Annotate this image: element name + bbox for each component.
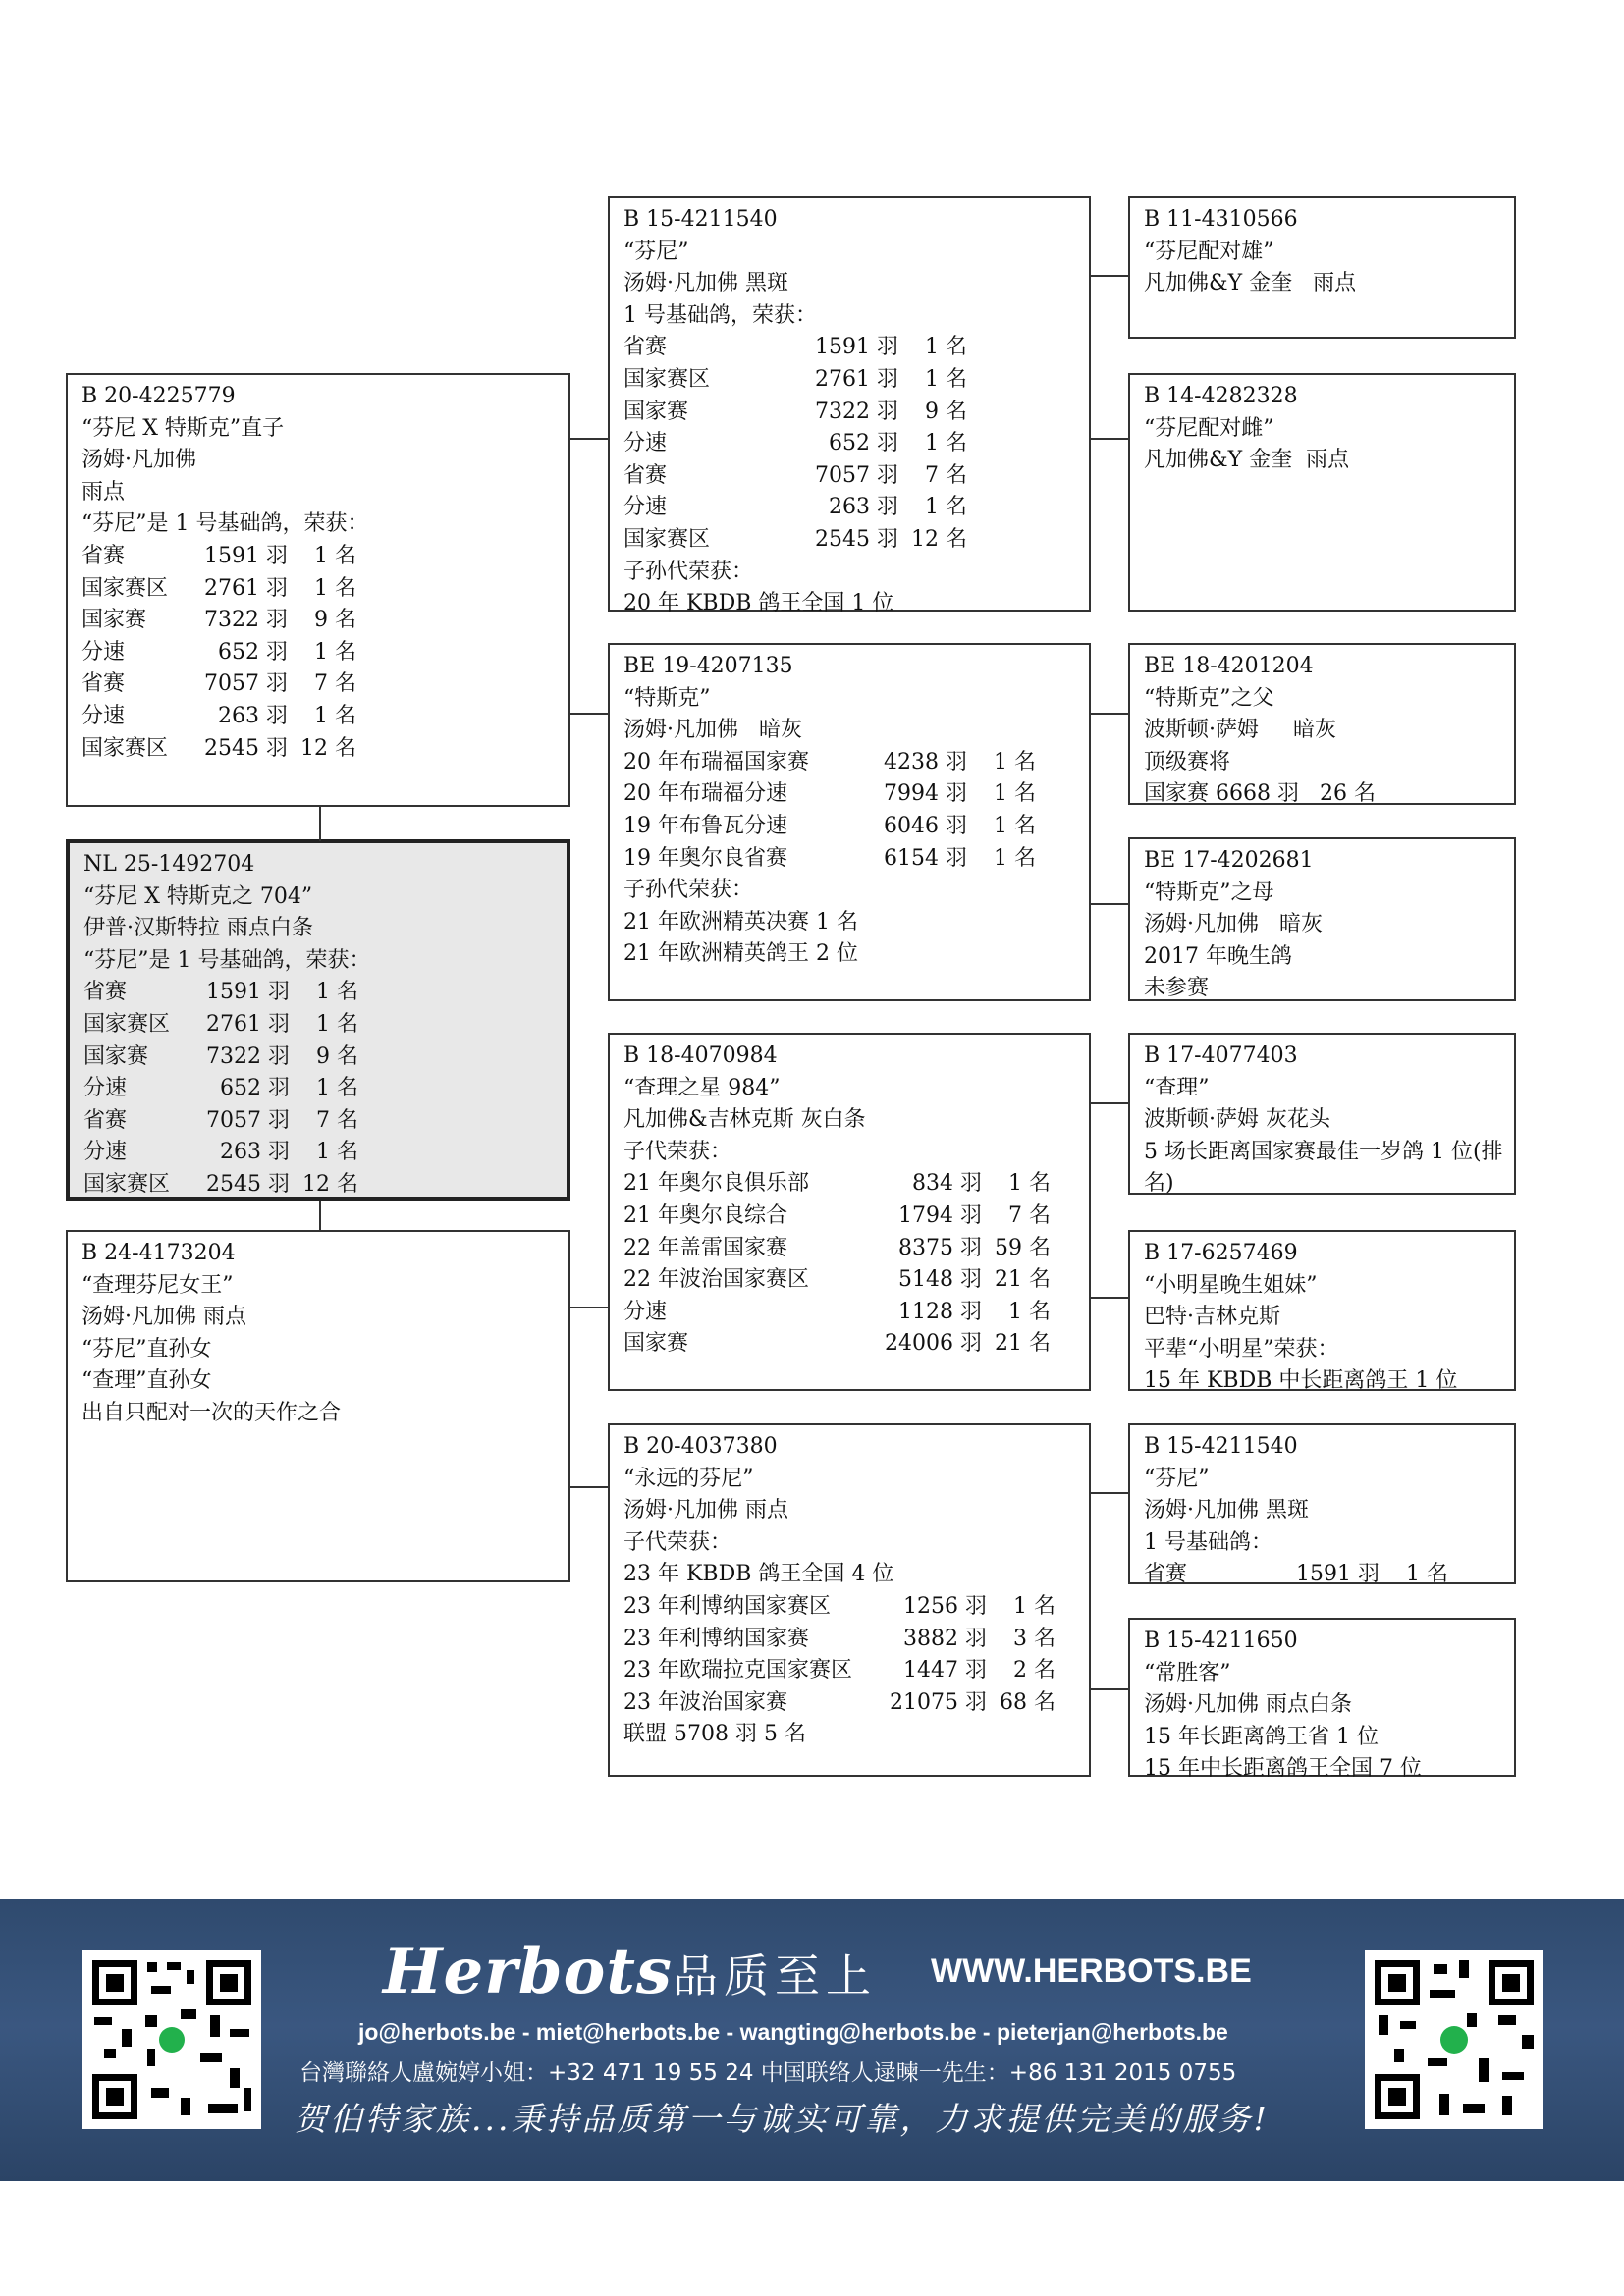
race-name: 国家赛区	[623, 526, 711, 552]
participants: 2761 羽	[204, 575, 288, 601]
race-name: 分速	[83, 1140, 128, 1165]
result-row	[81, 637, 555, 669]
dam-dam-sire-box	[1128, 1423, 1516, 1587]
placing: 1 名	[1008, 1299, 1051, 1324]
race-name: 19 年布鲁瓦分速	[623, 813, 787, 838]
info-line: 平辈“小明星”荣获：	[1144, 1336, 1339, 1362]
participants: 21075 羽	[890, 1689, 987, 1715]
placing: 7 名	[314, 671, 356, 697]
connector	[1091, 1297, 1128, 1299]
race-name: 省赛	[81, 543, 126, 568]
race-name: 22 年盖雷国家赛	[623, 1235, 787, 1260]
race-name: 省赛	[623, 335, 668, 360]
result-row	[83, 977, 553, 1009]
result-row	[623, 492, 1075, 524]
ring-number: B 17-6257469	[1144, 1241, 1298, 1265]
placing: 7 名	[1008, 1202, 1051, 1228]
dam-dam-box	[608, 1423, 1091, 1777]
placing: 1 名	[316, 1140, 358, 1165]
info-line: 顶级赛将	[1144, 749, 1231, 774]
ring-number: B 20-4225779	[81, 384, 236, 408]
race-name: 分速	[83, 1076, 128, 1101]
result-row	[623, 1591, 1075, 1624]
info-line: 2017 年晚生鸽	[1144, 943, 1292, 969]
result-row	[623, 1655, 1075, 1687]
result-row	[83, 1009, 553, 1041]
ring-number: B 15-4211540	[1144, 1434, 1298, 1459]
placing: 1 名	[314, 543, 356, 568]
placing: 21 名	[995, 1267, 1051, 1293]
placing: 1 名	[1406, 1562, 1448, 1587]
placing: 1 名	[925, 335, 967, 360]
info-line: 15 年 KBDB 中长距离鸽王 1 位	[1144, 1368, 1458, 1394]
info-line: 联盟 5708 羽 5 名	[623, 1722, 806, 1747]
participants: 7322 羽	[206, 1043, 290, 1069]
info-line: “芬尼”是 1 号基础鸽，荣获：	[83, 947, 371, 973]
race-name: 省赛	[83, 1107, 128, 1133]
race-name: 21 年奥尔良俱乐部	[623, 1171, 809, 1197]
info-line: 21 年欧洲精英鸽王 2 位	[623, 941, 858, 967]
info-line: 汤姆·凡加佛 雨点	[81, 1305, 246, 1330]
info-line: 5 场长距离国家赛最佳一岁鸽 1 位(排	[1144, 1139, 1503, 1164]
info-line: “芬尼”是 1 号基础鸽，荣获：	[81, 511, 369, 537]
result-row	[623, 428, 1075, 460]
placing: 1 名	[314, 639, 356, 665]
placing: 9 名	[316, 1043, 358, 1069]
website-link[interactable]: WWW.HERBOTS.BE	[931, 1952, 1252, 1990]
motto: 贺伯特家族...秉持品质第一与诚实可靠，力求提供完美的服务!	[295, 2100, 1270, 2138]
sire-dam-box	[608, 643, 1091, 1001]
ring-number: BE 19-4207135	[623, 654, 793, 678]
participants: 834 羽	[912, 1171, 982, 1197]
participants: 7057 羽	[815, 462, 898, 488]
placing: 1 名	[1013, 1593, 1056, 1619]
connector	[1091, 438, 1128, 440]
info-line: 凡加佛&吉林克斯 灰白条	[623, 1107, 866, 1133]
info-line: 汤姆·凡加佛 黑斑	[1144, 1498, 1309, 1523]
race-name: 国家赛	[623, 399, 689, 424]
connector	[570, 438, 608, 440]
result-row	[623, 460, 1075, 493]
info-line: 国家赛 6668 羽 26 名	[1144, 781, 1376, 807]
info-line: “芬尼”直孙女	[81, 1336, 212, 1362]
placing: 1 名	[994, 845, 1036, 871]
result-row	[623, 1328, 1075, 1361]
info-line: 20 年 KBDB 鸽王全国 1 位	[623, 591, 894, 616]
race-name: 21 年奥尔良综合	[623, 1202, 787, 1228]
result-row	[623, 747, 1075, 779]
info-line: 15 年中长距离鸽王全国 7 位	[1144, 1756, 1422, 1782]
result-row	[623, 1624, 1075, 1656]
pigeon-name: “芬尼”	[623, 239, 689, 264]
info-line: 汤姆·凡加佛 黑斑	[623, 271, 788, 296]
herbots-logo: Herbots	[383, 1935, 673, 2008]
ring-number: BE 18-4201204	[1144, 654, 1314, 678]
placing: 1 名	[314, 575, 356, 601]
connector	[319, 1201, 321, 1232]
info-line: 出自只配对一次的天作之合	[81, 1400, 342, 1425]
pigeon-name: “小明星晚生姐妹”	[1144, 1272, 1318, 1298]
participants: 7994 羽	[884, 781, 967, 807]
result-row	[623, 397, 1075, 429]
pigeon-name: “特斯克”之母	[1144, 880, 1274, 905]
participants: 4238 羽	[884, 749, 967, 774]
race-name: 19 年奥尔良省赛	[623, 845, 787, 871]
result-row	[623, 1297, 1075, 1329]
race-name: 分速	[81, 703, 126, 728]
placing: 12 名	[302, 1171, 358, 1197]
race-name: 国家赛	[81, 608, 147, 633]
info-line: 汤姆·凡加佛 暗灰	[1144, 912, 1323, 937]
dam-sire-sire-box	[1128, 1033, 1516, 1195]
participants: 1591 羽	[815, 335, 898, 360]
participants: 5148 羽	[898, 1267, 982, 1293]
participants: 7057 羽	[204, 671, 288, 697]
participants: 1794 羽	[898, 1202, 982, 1228]
pigeon-name: “查理芬尼女王”	[81, 1272, 234, 1298]
connector	[319, 807, 321, 841]
result-row	[81, 605, 555, 637]
race-name: 22 年波治国家赛区	[623, 1267, 809, 1293]
placing: 68 名	[1000, 1689, 1056, 1715]
dam-sire-dam-box	[1128, 1230, 1516, 1394]
info-line: 子孙代荣获：	[623, 559, 754, 584]
race-name: 20 年布瑞福国家赛	[623, 749, 809, 774]
sire-sire-dam-box	[1128, 373, 1516, 612]
pigeon-name: “芬尼 X 特斯克之 704”	[83, 883, 313, 909]
info-line: 波斯顿·萨姆 暗灰	[1144, 718, 1336, 743]
ring-number: B 24-4173204	[81, 1241, 236, 1265]
race-name: 省赛	[81, 671, 126, 697]
placing: 1 名	[316, 980, 358, 1005]
pigeon-name: “查理之星 984”	[623, 1075, 781, 1100]
ring-number: B 14-4282328	[1144, 384, 1298, 408]
participants: 1591 羽	[1296, 1562, 1380, 1587]
placing: 1 名	[994, 749, 1036, 774]
footer-banner	[0, 1899, 1624, 2181]
placing: 1 名	[1008, 1171, 1051, 1197]
participants: 2761 羽	[206, 1011, 290, 1037]
participants: 7322 羽	[815, 399, 898, 424]
info-line: 汤姆·凡加佛 暗灰	[623, 718, 802, 743]
result-row	[623, 843, 1075, 876]
placing: 1 名	[316, 1011, 358, 1037]
pigeon-name: “查理”	[1144, 1075, 1210, 1100]
info-line: 1 号基础鸽，荣获：	[623, 302, 817, 328]
pigeon-name: “芬尼配对雄”	[1144, 239, 1274, 264]
info-line: 子代荣获：	[623, 1529, 732, 1555]
participants: 6154 羽	[884, 845, 967, 871]
info-line: 巴特·吉林克斯	[1144, 1305, 1280, 1330]
info-line: 伊普·汉斯特拉 雨点白条	[83, 916, 313, 941]
ring-number: B 20-4037380	[623, 1434, 778, 1459]
placing: 1 名	[994, 781, 1036, 807]
contact-phones: 台灣聯絡人盧婉婷小姐：+32 471 19 55 24 中国联络人逯暕一先生：+86 131 2015 0755	[299, 2060, 1237, 2086]
result-row	[83, 1169, 553, 1201]
race-name: 国家赛区	[83, 1171, 171, 1197]
result-row	[623, 524, 1075, 557]
sire-dam-dam-box	[1128, 837, 1516, 1001]
placing: 1 名	[925, 366, 967, 392]
participants: 1591 羽	[204, 543, 288, 568]
sire-sire-sire-box	[1128, 196, 1516, 339]
info-line: 凡加佛&Y 金奎 雨点	[1144, 271, 1357, 296]
result-row	[623, 778, 1075, 811]
race-name: 国家赛	[623, 1331, 689, 1357]
placing: 3 名	[1013, 1626, 1056, 1651]
result-row	[83, 1041, 553, 1074]
participants: 7057 羽	[206, 1107, 290, 1133]
pigeon-name: “芬尼 X 特斯克”直子	[81, 415, 285, 441]
result-row	[623, 811, 1075, 843]
placing: 1 名	[925, 495, 967, 520]
race-name: 国家赛区	[81, 575, 169, 601]
ring-number: NL 25-1492704	[83, 852, 255, 877]
connector	[1091, 903, 1128, 905]
pigeon-name: “特斯克”之父	[1144, 685, 1274, 711]
result-row	[623, 1264, 1075, 1297]
ring-number: BE 17-4202681	[1144, 848, 1314, 873]
result-row	[623, 1687, 1075, 1720]
connector	[570, 1486, 608, 1488]
dam-dam-dam-box	[1128, 1618, 1516, 1782]
info-line: 名)	[1144, 1171, 1174, 1197]
slogan: 品质至上	[673, 1949, 877, 2002]
race-name: 国家赛区	[81, 735, 169, 761]
race-name: 分速	[81, 639, 126, 665]
result-row	[83, 1137, 553, 1169]
race-name: 省赛	[623, 462, 668, 488]
pigeon-name: “永远的芬尼”	[623, 1466, 754, 1491]
subject-pigeon-box	[66, 839, 570, 1201]
result-row	[81, 573, 555, 606]
info-line: 未参赛	[1144, 976, 1210, 1001]
result-row	[623, 332, 1075, 364]
placing: 1 名	[316, 1076, 358, 1101]
result-row	[623, 1168, 1075, 1201]
email-list[interactable]: jo@herbots.be - miet@herbots.be - wangting@herbots.be - pieterjan@herbots.be	[358, 2019, 1228, 2045]
connector	[570, 713, 608, 715]
info-line: 15 年长距离鸽王省 1 位	[1144, 1724, 1379, 1749]
info-line: “查理”直孙女	[81, 1368, 212, 1394]
placing: 1 名	[994, 813, 1036, 838]
participants: 6046 羽	[884, 813, 967, 838]
participants: 24006 羽	[885, 1331, 982, 1357]
placing: 9 名	[925, 399, 967, 424]
race-name: 23 年利博纳国家赛	[623, 1626, 809, 1651]
result-row	[623, 364, 1075, 397]
info-line: 21 年欧洲精英决赛 1 名	[623, 909, 858, 934]
result-row	[623, 1201, 1075, 1233]
participants: 2545 羽	[206, 1171, 290, 1197]
participants: 2545 羽	[204, 735, 288, 761]
race-name: 20 年布瑞福分速	[623, 781, 787, 807]
participants: 1591 羽	[206, 980, 290, 1005]
placing: 12 名	[911, 526, 967, 552]
participants: 652 羽	[829, 431, 898, 456]
participants: 7322 羽	[204, 608, 288, 633]
info-line: 汤姆·凡加佛	[81, 448, 196, 473]
pigeon-name: “芬尼配对雌”	[1144, 415, 1274, 441]
placing: 21 名	[995, 1331, 1051, 1357]
sire-box	[66, 373, 570, 807]
race-name: 国家赛	[83, 1043, 149, 1069]
ring-number: B 18-4070984	[623, 1043, 778, 1068]
info-line: 雨点	[81, 479, 126, 505]
race-name: 分速	[623, 1299, 668, 1324]
result-row	[1144, 1559, 1500, 1591]
connector	[1091, 1492, 1128, 1494]
placing: 1 名	[314, 703, 356, 728]
result-row	[83, 1073, 553, 1105]
connector	[1091, 713, 1128, 715]
participants: 652 羽	[220, 1076, 290, 1101]
race-name: 省赛	[83, 980, 128, 1005]
connector	[1091, 275, 1128, 277]
participants: 3882 羽	[903, 1626, 987, 1651]
placing: 59 名	[995, 1235, 1051, 1260]
ring-number: B 11-4310566	[1144, 207, 1298, 232]
connector	[1091, 1102, 1128, 1104]
ring-number: B 17-4077403	[1144, 1043, 1298, 1068]
participants: 1128 羽	[898, 1299, 982, 1324]
race-name: 23 年利博纳国家赛区	[623, 1593, 831, 1619]
info-line: 波斯顿·萨姆 灰花头	[1144, 1107, 1330, 1133]
participants: 8375 羽	[898, 1235, 982, 1260]
result-row	[81, 668, 555, 701]
result-row	[81, 701, 555, 733]
line-qr-code[interactable]	[82, 1950, 261, 2129]
participants: 2545 羽	[815, 526, 898, 552]
dam-box	[66, 1230, 570, 1582]
race-name: 23 年欧瑞拉克国家赛区	[623, 1658, 852, 1683]
qr-code-icon	[1365, 1950, 1543, 2129]
placing: 1 名	[925, 431, 967, 456]
info-line: 子代荣获：	[623, 1139, 732, 1164]
race-name: 分速	[623, 431, 668, 456]
placing: 12 名	[300, 735, 356, 761]
placing: 2 名	[1013, 1658, 1056, 1683]
info-line: 子孙代荣获：	[623, 878, 754, 903]
participants: 2761 羽	[815, 366, 898, 392]
race-name: 国家赛区	[83, 1011, 171, 1037]
result-row	[623, 1233, 1075, 1265]
pigeon-name: “芬尼”	[1144, 1466, 1210, 1491]
race-name: 省赛	[1144, 1562, 1188, 1587]
info-line: 1 号基础鸽：	[1144, 1529, 1272, 1555]
participants: 1256 羽	[903, 1593, 987, 1619]
info-line: 汤姆·凡加佛 雨点白条	[1144, 1692, 1352, 1718]
placing: 7 名	[316, 1107, 358, 1133]
result-row	[81, 541, 555, 573]
pigeon-name: “常胜客”	[1144, 1660, 1231, 1685]
race-name: 国家赛区	[623, 366, 711, 392]
sire-dam-sire-box	[1128, 643, 1516, 805]
connector	[1091, 1688, 1128, 1690]
qr-code-icon	[82, 1950, 261, 2129]
ring-number: B 15-4211650	[1144, 1629, 1298, 1653]
participants: 263 羽	[829, 495, 898, 520]
result-row	[81, 733, 555, 766]
dam-sire-box	[608, 1033, 1091, 1391]
sire-sire-box	[608, 196, 1091, 616]
participants: 652 羽	[218, 639, 288, 665]
participants: 1447 羽	[903, 1658, 987, 1683]
info-line: 汤姆·凡加佛 雨点	[623, 1498, 788, 1523]
race-name: 分速	[623, 495, 668, 520]
participants: 263 羽	[220, 1140, 290, 1165]
info-line: 23 年 KBDB 鸽王全国 4 位	[623, 1562, 894, 1587]
result-row	[83, 1105, 553, 1138]
wechat-qr-code[interactable]	[1365, 1950, 1543, 2129]
placing: 9 名	[314, 608, 356, 633]
placing: 7 名	[925, 462, 967, 488]
race-name: 23 年波治国家赛	[623, 1689, 787, 1715]
pigeon-name: “特斯克”	[623, 685, 711, 711]
info-line: 凡加佛&Y 金奎 雨点	[1144, 448, 1350, 473]
ring-number: B 15-4211540	[623, 207, 778, 232]
connector	[570, 1307, 608, 1308]
participants: 263 羽	[218, 703, 288, 728]
